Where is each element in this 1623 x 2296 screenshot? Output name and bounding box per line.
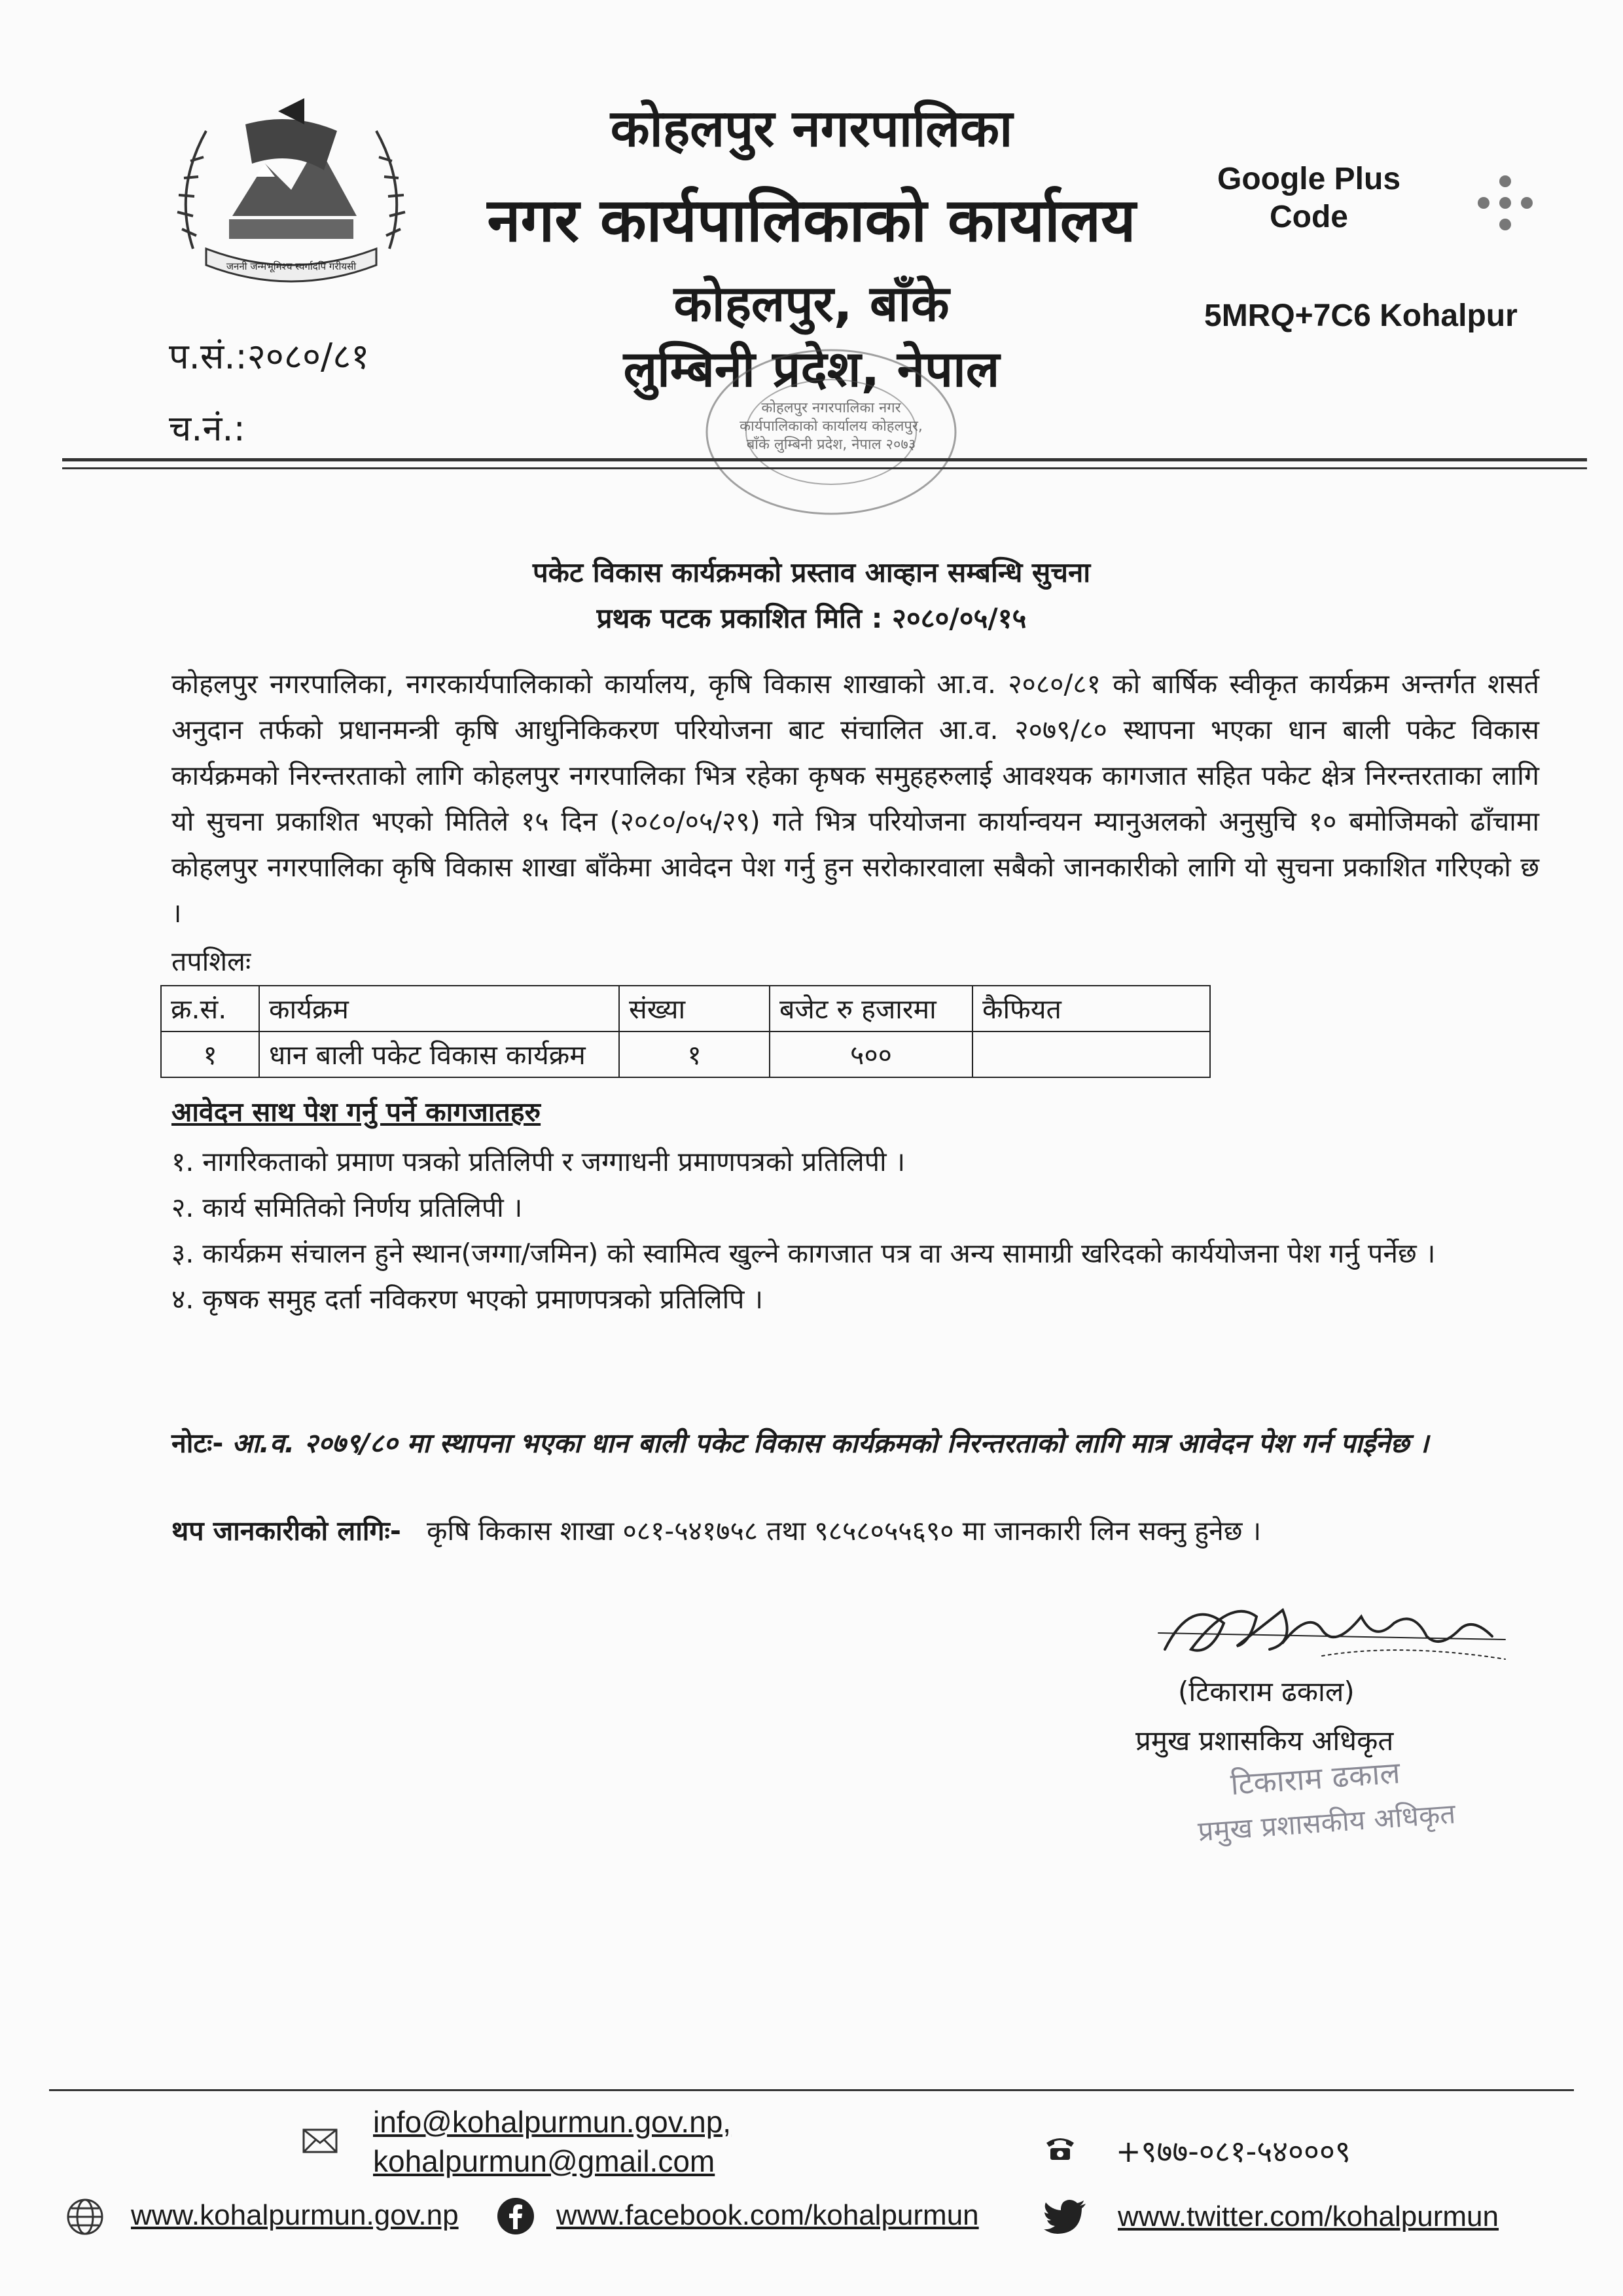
contact-label: थप जानकारीको लागिः- — [171, 1515, 401, 1547]
envelope-icon — [302, 2128, 338, 2153]
plus-code-label-line1: Google Plus — [1217, 162, 1401, 196]
globe-icon — [65, 2197, 105, 2236]
plus-code-icon — [1476, 173, 1535, 232]
table-header-row — [161, 986, 1210, 1031]
twitter-icon — [1044, 2199, 1087, 2236]
plus-code-label — [1204, 160, 1414, 236]
contact-text: कृषि किकास शाखा ०८१-५४१७५८ तथा ९८५८०५५६९० मा जानकारी लिन सक्नु हुनेछ । — [426, 1515, 1262, 1547]
note-text: आ.व. २०७९/८० मा स्थापना भएका धान बाली पकेट विकास कार्यक्रमको निरन्तरताको लागि मात्र आवेदन पेश गर्न पाईनेछ । — [232, 1427, 1429, 1459]
program-table — [160, 985, 1211, 1078]
details-label: तपशिलः — [171, 946, 251, 977]
office-province: लुम्बिनी प्रदेश, नेपाल — [623, 340, 1000, 398]
table-header-cell: कैफियत — [972, 986, 1210, 1031]
list-item: २. कार्य समितिको निर्णय प्रतिलिपी । — [171, 1192, 523, 1223]
reference-number: प.सं.:२०८०/८१ — [169, 336, 370, 377]
footer-divider — [49, 2089, 1574, 2091]
header-divider — [62, 458, 1587, 461]
office-location: कोहलपुर, बाँके — [673, 274, 950, 332]
emblem-motto: जननी जन्मभूमिश्च स्वर्गादपि गरीयसी — [226, 260, 357, 272]
facebook-link[interactable]: www.facebook.com/kohalpurmun — [556, 2199, 979, 2231]
website-link[interactable]: www.kohalpurmun.gov.np — [131, 2199, 459, 2231]
stamp-text: कोहलपुर नगरपालिका नगर कार्यपालिकाको कार्यालय कोहलपुर, बाँके लुम्बिनी प्रदेश, नेपाल २०७३ — [740, 400, 923, 453]
email-link-gmail[interactable]: kohalpurmun@gmail.com — [373, 2144, 715, 2178]
email-link-info[interactable]: info@kohalpurmun.gov.np, — [373, 2105, 732, 2139]
table-cell: १ — [619, 1031, 770, 1077]
list-item: ३. कार्यक्रम संचालन हुने स्थान(जग्गा/जमिन) को स्वामित्व खुल्ने कागजात पत्र वा अन्य सामाग्री खरिदको कार्ययोजना पेश गर्नु पर्नेछ । — [171, 1238, 1436, 1269]
note-label: नोटः- — [171, 1427, 224, 1459]
seal-title: प्रमुख प्रशासकीय अधिकृत — [1196, 1797, 1457, 1848]
contact-info — [171, 1512, 1578, 1549]
table-cell: १ — [161, 1031, 259, 1077]
table-header-cell: बजेट रु हजारमा — [770, 986, 972, 1031]
list-item: १. नागरिकताको प्रमाण पत्रको प्रतिलिपी र जग्गाधनी प्रमाणपत्रको प्रतिलिपी । — [171, 1146, 906, 1177]
table-cell: ५०० — [770, 1031, 972, 1077]
table-row — [161, 1031, 1210, 1077]
header-divider-thin — [62, 467, 1587, 469]
table-cell: धान बाली पकेट विकास कार्यक्रम — [259, 1031, 619, 1077]
municipality-name: कोहलपुर नगरपालिका — [610, 99, 1013, 158]
notice-body: कोहलपुर नगरपालिका, नगरकार्यपालिकाको कार्यालय, कृषि विकास शाखाको आ.व. २०८०/८१ को बार्षिक स्वीकृत कार्यक्रम अन्तर्गत शसर्त अनुदान तर्फको प्रधानमन्त्री कृषि आधुनिकिकरण परियोजना बाट संचालित आ.व. २०७९/८० स्थापना भएका धान बाली पकेट विकास कार्यक्रमको निरन्तरताको लागि कोहलपुर नगरपालिका भित्र रहेका कृषक समुहहरुलाई आवश्यक कागजात सहित पकेट क्षेत्र निरन्तरताका लागि यो सुचना प्रकाशित भएको मितिले १५ दिन (२०८०/०५/२९) गते भित्र परियोजना कार्यान्वयन म्यानुअलको अनुसुचि १० बमोजिमको ढाँचामा कोहलपुर नगरपालिका कृषि विकास शाखा बाँकेमा आवेदन पेश गर्नु हुन सरोकारवाला सबैको जानकारीको लागि यो सुचना प्रकाशित गरिएको छ । — [171, 668, 1539, 929]
office-stamp — [694, 340, 969, 524]
notice-title: पकेट विकास कार्यक्रमको प्रस्ताव आव्हान सम्बन्धि सुचना — [532, 556, 1091, 588]
list-item: ४. कृषक समुह दर्ता नविकरण भएको प्रमाणपत्रको प्रतिलिपि । — [171, 1283, 764, 1315]
documents-heading: आवेदन साथ पेश गर्नु पर्ने कागजातहरु — [171, 1096, 541, 1128]
phone-icon — [1044, 2135, 1077, 2161]
office-name: नगर कार्यपालिकाको कार्यालय — [487, 185, 1136, 255]
plus-code-label-line2: Code — [1270, 200, 1348, 234]
phone-number: +९७७-०८१-५४०००९ — [1116, 2134, 1351, 2169]
plus-code-value: 5MRQ+7C6 Kohalpur — [1204, 298, 1518, 333]
signatory-name: (टिकाराम ढकाल) — [1178, 1676, 1355, 1708]
note — [171, 1420, 1539, 1466]
signature — [1152, 1571, 1518, 1689]
table-cell — [972, 1031, 1210, 1077]
twitter-link[interactable]: www.twitter.com/kohalpurmun — [1118, 2200, 1499, 2233]
documents-list — [171, 1139, 1539, 1322]
facebook-icon — [496, 2197, 535, 2236]
table-header-cell: संख्या — [619, 986, 770, 1031]
table-header-cell: कार्यक्रम — [259, 986, 619, 1031]
table-header-cell: क्र.सं. — [161, 986, 259, 1031]
publish-date: प्रथक पटक प्रकाशित मिति : २०८०/०५/१५ — [596, 602, 1027, 634]
seal-name: टिकाराम ढकाल — [1229, 1755, 1402, 1802]
dispatch-number: च.नं.: — [169, 408, 245, 449]
signatory-title: प्रमुख प्रशासकिय अधिकृत — [1135, 1725, 1394, 1757]
